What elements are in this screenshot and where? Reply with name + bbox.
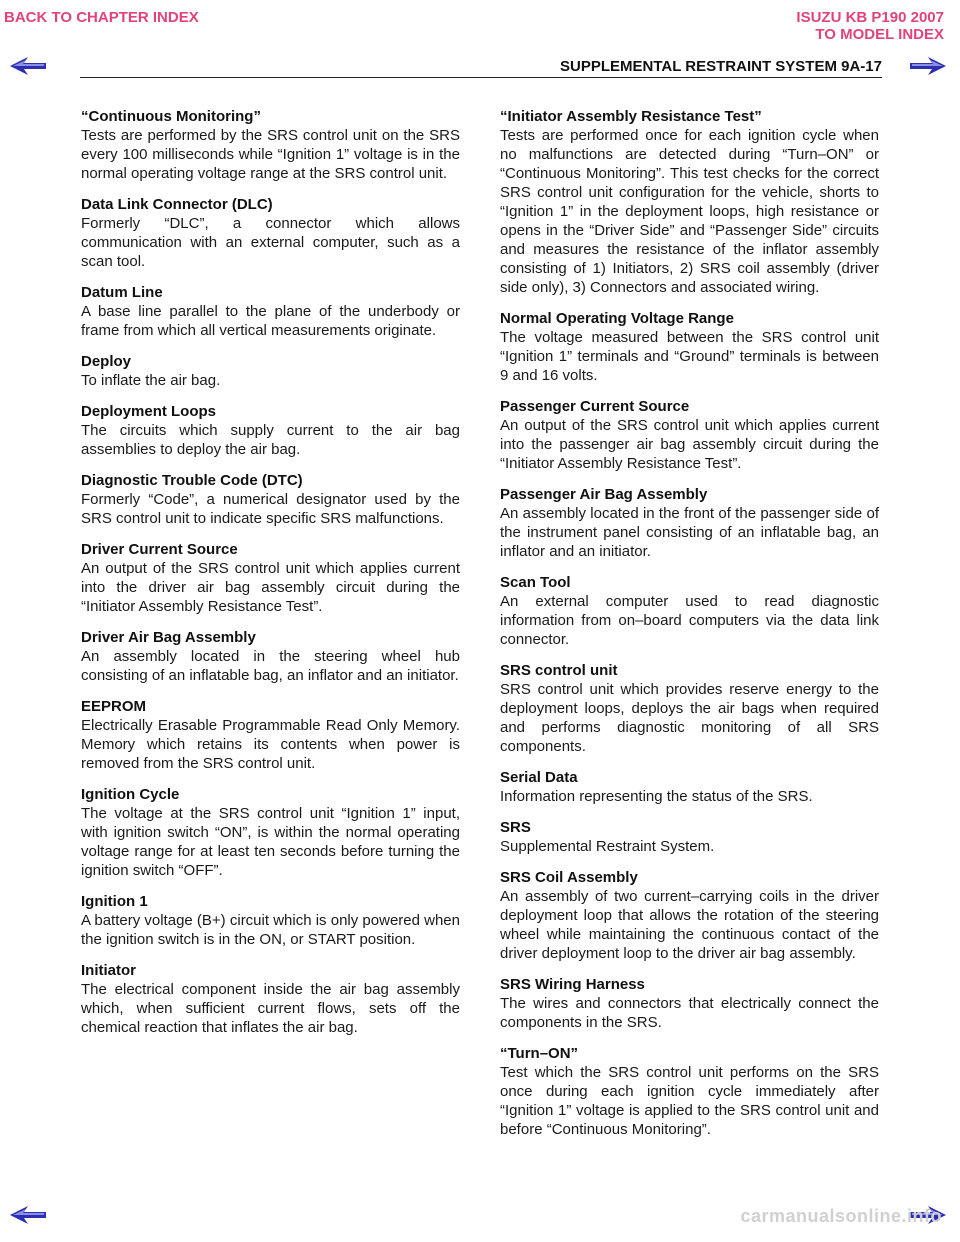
glossary-definition: Test which the SRS control unit performs on the SRS once during each ignition cycle immediately after “Ignition 1” voltage is applied to the SRS control unit and before “Continuous Monitoring”. xyxy=(500,1064,879,1138)
page-header-title: SUPPLEMENTAL RESTRAINT SYSTEM 9A-17 xyxy=(560,58,882,75)
glossary-entry xyxy=(500,397,879,473)
glossary-term: “Initiator Assembly Resistance Test” xyxy=(500,108,762,125)
glossary-term: SRS control unit xyxy=(500,662,618,679)
glossary-term: SRS Coil Assembly xyxy=(500,869,638,886)
glossary-definition: An assembly of two current–carrying coils in the driver deployment loop that allows the rotation of the steering wheel while maintaining the continuous contact of the driver deployment loop to the driver air bag assembly. xyxy=(500,888,879,962)
glossary-term: Serial Data xyxy=(500,769,578,786)
glossary-entry xyxy=(81,628,460,685)
glossary-definition: An output of the SRS control unit which applies current into the driver air bag assembly circuit during the “Initiator Assembly Resistance Test”. xyxy=(81,560,460,615)
glossary-definition: Information representing the status of the SRS. xyxy=(500,788,813,805)
model-title: ISUZU KB P190 2007 xyxy=(796,9,944,26)
glossary-definition: The wires and connectors that electrically connect the components in the SRS. xyxy=(500,995,879,1031)
glossary-entry xyxy=(500,868,879,963)
glossary-entry xyxy=(81,195,460,271)
previous-page-arrow-bottom-icon[interactable] xyxy=(10,1205,46,1225)
glossary-term: Normal Operating Voltage Range xyxy=(500,310,734,327)
glossary-term: SRS xyxy=(500,819,531,836)
glossary-entry xyxy=(81,961,460,1037)
glossary-entry xyxy=(500,309,879,385)
glossary-entry xyxy=(500,573,879,649)
previous-page-arrow-icon[interactable] xyxy=(10,56,46,76)
glossary-definition: Supplemental Restraint System. xyxy=(500,838,715,855)
glossary-definition: The electrical component inside the air bag assembly which, when sufficient current flows, sets off the chemical reaction that inflates the air bag. xyxy=(81,981,460,1036)
glossary-definition: An assembly located in the steering wheel hub consisting of an inflatable bag, an inflator and an initiator. xyxy=(81,648,460,684)
to-model-index-label[interactable]: TO MODEL INDEX xyxy=(815,26,944,43)
glossary-definition: An external computer used to read diagnostic information from on–board computers via the data link connector. xyxy=(500,593,879,648)
glossary-left-column xyxy=(81,107,460,1049)
next-page-arrow-icon[interactable] xyxy=(910,56,946,76)
glossary-term: “Turn–ON” xyxy=(500,1045,579,1062)
glossary-entry xyxy=(81,283,460,340)
glossary-entry xyxy=(81,540,460,616)
glossary-definition: An output of the SRS control unit which applies current into the passenger air bag assembly circuit during the “Initiator Assembly Resistance Test”. xyxy=(500,417,879,472)
glossary-definition: The circuits which supply current to the air bag assemblies to deploy the air bag. xyxy=(81,422,460,458)
glossary-entry xyxy=(81,402,460,459)
glossary-entry xyxy=(500,107,879,297)
glossary-entry xyxy=(81,352,460,390)
glossary-term: Passenger Current Source xyxy=(500,398,690,415)
glossary-entry xyxy=(500,1044,879,1139)
glossary-entry xyxy=(500,661,879,756)
glossary-term: SRS Wiring Harness xyxy=(500,976,645,993)
glossary-definition: The voltage measured between the SRS control unit “Ignition 1” terminals and “Ground” terminals is between 9 and 16 volts. xyxy=(500,329,879,384)
glossary-term: Data Link Connector (DLC) xyxy=(81,196,273,213)
glossary-entry xyxy=(500,975,879,1032)
glossary-entry xyxy=(81,892,460,949)
glossary-definition: Formerly “Code”, a numerical designator used by the SRS control unit to indicate specific SRS malfunctions. xyxy=(81,491,460,527)
back-to-chapter-index-link[interactable]: BACK TO CHAPTER INDEX xyxy=(4,9,199,26)
glossary-definition: Electrically Erasable Programmable Read Only Memory. Memory which retains its contents when power is removed from the SRS control unit. xyxy=(81,717,460,772)
glossary-term: Driver Current Source xyxy=(81,541,238,558)
glossary-entry xyxy=(81,107,460,183)
glossary-term: Passenger Air Bag Assembly xyxy=(500,486,708,503)
glossary-definition: SRS control unit which provides reserve energy to the deployment loops, deploys the air bags when required and performs diagnostic monitoring of all SRS components. xyxy=(500,681,879,755)
glossary-term: Ignition Cycle xyxy=(81,786,180,803)
glossary-definition: The voltage at the SRS control unit “Ignition 1” input, with ignition switch “ON”, is within the normal operating voltage range for at least ten seconds before turning the ignition switch “OFF”. xyxy=(81,805,460,879)
glossary-term: Scan Tool xyxy=(500,574,571,591)
glossary-entry xyxy=(81,697,460,773)
glossary-term: Ignition 1 xyxy=(81,893,148,910)
glossary-term: Deployment Loops xyxy=(81,403,217,420)
glossary-entry xyxy=(81,785,460,880)
header-divider xyxy=(80,77,882,78)
glossary-entry xyxy=(500,768,879,806)
glossary-entry xyxy=(500,818,879,856)
glossary-term: Diagnostic Trouble Code (DTC) xyxy=(81,472,303,489)
glossary-right-column xyxy=(500,107,879,1151)
glossary-definition: Tests are performed by the SRS control unit on the SRS every 100 milliseconds while “Ignition 1” voltage is in the normal operating voltage range at the SRS control unit. xyxy=(81,127,460,182)
glossary-definition: Tests are performed once for each ignition cycle when no malfunctions are detected during “Turn–ON” or “Continuous Monitoring”. This test checks for the correct SRS control unit configuration for the vehicle, shorts to “Ignition 1” in the deployment loops, high resistance or opens in the “Driver Side” and “Passenger Side” circuits and measures the resistance of the inflator assembly consisting of 1) Initiators, 2) SRS coil assembly (driver side only), 3) Connectors and associated wiring. xyxy=(500,127,879,296)
model-index-link[interactable] xyxy=(796,9,944,43)
glossary-term: Deploy xyxy=(81,353,132,370)
glossary-definition: An assembly located in the front of the passenger side of the instrument panel consisting of an inflatable bag, an inflator and an initiator. xyxy=(500,505,879,560)
glossary-entry xyxy=(500,485,879,561)
glossary-definition: A battery voltage (B+) circuit which is only powered when the ignition switch is in the ON, or START position. xyxy=(81,912,460,948)
glossary-term: Initiator xyxy=(81,962,136,979)
glossary-term: EEPROM xyxy=(81,698,147,715)
glossary-term: Datum Line xyxy=(81,284,163,301)
glossary-term: “Continuous Monitoring” xyxy=(81,108,261,125)
glossary-definition: To inflate the air bag. xyxy=(81,372,221,389)
glossary-definition: A base line parallel to the plane of the underbody or frame from which all vertical measurements originate. xyxy=(81,303,460,339)
glossary-entry xyxy=(81,471,460,528)
glossary-definition: Formerly “DLC”, a connector which allows communication with an external computer, such as a scan tool. xyxy=(81,215,460,270)
watermark-text: carmanualsonline.info xyxy=(740,1206,942,1226)
glossary-term: Driver Air Bag Assembly xyxy=(81,629,256,646)
